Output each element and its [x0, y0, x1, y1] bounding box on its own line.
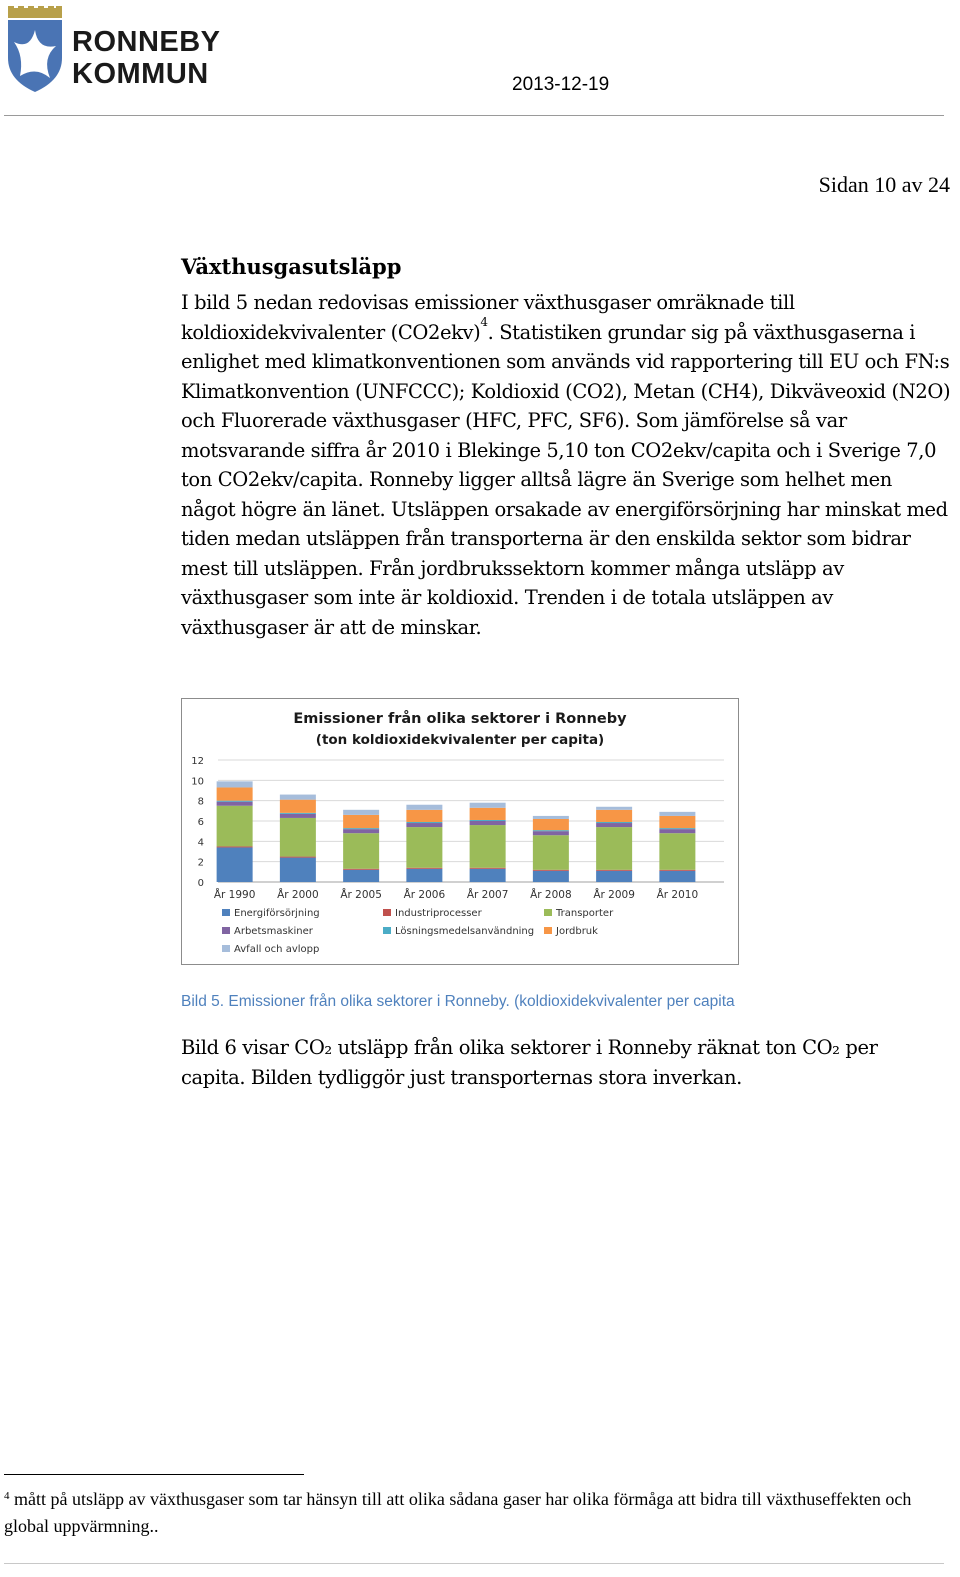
legend-label: Industriprocesser: [395, 908, 482, 919]
legend-swatch: [544, 909, 552, 916]
bar-segment: [280, 795, 316, 800]
x-tick-label: År 1990: [213, 889, 256, 901]
figure-caption: Bild 5. Emissioner från olika sektorer i Ronneby. (koldioxidekvivalenter per capita: [181, 993, 735, 1010]
bar-segment: [659, 812, 695, 816]
page-bottom-divider: [4, 1563, 944, 1564]
y-tick-label: 0: [197, 878, 204, 889]
bar-segment: [659, 828, 695, 829]
logo-line-1: RONNEBY: [72, 26, 221, 58]
chart-subtitle: (ton koldioxidekvivalenter per capita): [315, 732, 605, 748]
bar-segment: [343, 870, 379, 882]
y-tick-label: 4: [197, 837, 204, 849]
legend-label: Arbetsmaskiner: [234, 926, 313, 937]
bar-segment: [343, 810, 379, 815]
body-paragraph: [181, 288, 951, 642]
bar-segment: [596, 807, 632, 810]
y-tick-label: 8: [197, 796, 204, 808]
legend-label: Lösningsmedelsanvändning: [395, 926, 535, 937]
bar-segment: [343, 833, 379, 869]
bar-segment: [470, 820, 506, 821]
x-tick-label: År 2008: [530, 889, 572, 901]
bar-segment: [406, 827, 442, 868]
bar-segment: [659, 871, 695, 882]
bar-segment: [470, 869, 506, 882]
legend-swatch: [222, 927, 230, 934]
legend-label: Transporter: [556, 908, 614, 919]
body-paragraph-2: Bild 6 visar CO₂ utsläpp från olika sektorer i Ronneby räknat ton CO₂ per capita. Bilden tydliggör just transporternas stora inverkan.: [181, 1036, 878, 1089]
bar-segment: [659, 833, 695, 870]
bar-segment: [406, 822, 442, 823]
bar-segment: [470, 808, 506, 820]
legend-label: Energiförsörjning: [234, 908, 320, 919]
bar-segment: [406, 810, 442, 822]
footnote: [4, 1487, 934, 1538]
bar-segment: [596, 822, 632, 823]
x-tick-label: År 2010: [656, 889, 699, 901]
bar-segment: [659, 816, 695, 828]
bar-segment: [280, 813, 316, 814]
x-tick-label: År 2009: [593, 889, 635, 901]
bar-segment: [217, 801, 253, 802]
bar-segment: [596, 870, 632, 871]
x-tick-label: År 2005: [340, 889, 382, 901]
x-tick-label: År 2007: [466, 889, 509, 901]
bar-segment: [217, 847, 253, 882]
bar-segment: [280, 800, 316, 813]
bar-segment: [217, 787, 253, 800]
bar-segment: [533, 870, 569, 871]
legend-swatch: [544, 927, 552, 934]
legend-swatch: [383, 909, 391, 916]
ronneby-kommun-logo: [6, 6, 236, 96]
bar-segment: [533, 830, 569, 831]
bar-segment: [533, 831, 569, 835]
body-paragraph-part-1: I bild 5 nedan redovisas emissioner växthusgaser omräknade till koldioxidekvivalenter (CO2ekv): [181, 291, 795, 344]
logo-line-2: KOMMUN: [72, 58, 209, 90]
bar-segment: [343, 828, 379, 829]
bar-segment: [470, 803, 506, 808]
legend-label: Avfall och avlopp: [234, 944, 320, 955]
page-number: Sidan 10 av 24: [818, 172, 950, 197]
y-tick-label: 2: [197, 857, 204, 869]
bar-segment: [343, 869, 379, 870]
footnote-reference[interactable]: 4: [480, 314, 488, 329]
legend-swatch: [222, 909, 230, 916]
bar-segment: [659, 870, 695, 871]
bar-segment: [533, 871, 569, 882]
bar-segment: [343, 829, 379, 833]
bar-segment: [280, 818, 316, 857]
bar-segment: [470, 825, 506, 868]
legend-swatch: [222, 945, 230, 952]
bar-segment: [596, 871, 632, 882]
bar-segment: [217, 806, 253, 847]
bar-segment: [533, 819, 569, 830]
bar-segment: [470, 868, 506, 869]
bar-segment: [596, 810, 632, 822]
legend-label: Jordbruk: [556, 926, 598, 937]
y-tick-label: 6: [197, 817, 204, 828]
bar-segment: [406, 823, 442, 827]
bar-segment: [343, 815, 379, 828]
bar-segment: [406, 868, 442, 869]
bar-segment: [280, 858, 316, 882]
bar-segment: [596, 827, 632, 870]
bar-segment: [533, 816, 569, 819]
bar-segment: [280, 857, 316, 858]
chart-title: Emissioner från olika sektorer i Ronneby: [293, 711, 627, 727]
header-date: 2013-12-19: [512, 74, 610, 95]
bar-segment: [217, 781, 253, 787]
bar-segment: [596, 823, 632, 827]
y-tick-label: 12: [191, 756, 204, 767]
bar-segment: [217, 846, 253, 847]
emissions-chart-svg: [182, 699, 738, 964]
section-heading: Växthusgasutsläpp: [181, 254, 402, 279]
footnote-text: mått på utsläpp av växthusgaser som tar hänsyn till att olika sådana gaser har olika förmåga att bidra till växthuseffekten och global uppvärmning..: [4, 1489, 912, 1536]
bar-segment: [406, 805, 442, 810]
x-tick-label: År 2006: [403, 889, 446, 901]
bar-segment: [659, 829, 695, 833]
coat-of-arms-icon: [6, 6, 68, 94]
legend-swatch: [383, 927, 391, 934]
bar-segment: [280, 814, 316, 818]
bar-segment: [406, 869, 442, 882]
header-divider: [4, 115, 944, 116]
footnote-divider: [4, 1474, 304, 1475]
y-tick-label: 10: [191, 776, 204, 788]
bar-segment: [533, 835, 569, 870]
emissions-chart: [181, 698, 739, 965]
x-tick-label: År 2000: [277, 889, 319, 901]
footnote-number: 4: [4, 1490, 10, 1502]
bar-segment: [217, 802, 253, 806]
bar-segment: [470, 821, 506, 825]
body-paragraph-part-2: . Statistiken grundar sig på växthusgaserna i enlighet med klimatkonventionen som används vid rapportering till EU och FN:s Klimatkonvention (UNFCCC); Koldioxid (CO2), Metan (CH4), Dikväveoxid (N2O) och Fluorerade växthusgaser (HFC, PFC, SF6). Som jämförelse så var motsvarande siffra år 2010 i Blekinge 5,10 ton CO2ekv/capita och i Sverige 7,0 ton CO2ekv/capita. Ronneby ligger alltså lägre än Sverige som helhet men något högre än länet. Utsläppen orsakade av energiförsörjning har minskat med tiden medan utsläppen från transporterna är den enskilda sektor som bidrar mest till utsläppen. Från jordbrukssektorn kommer många utsläpp av växthusgaser som inte är koldioxid. Trenden i de totala utsläppen av växthusgaser är att de minskar.: [181, 320, 951, 639]
